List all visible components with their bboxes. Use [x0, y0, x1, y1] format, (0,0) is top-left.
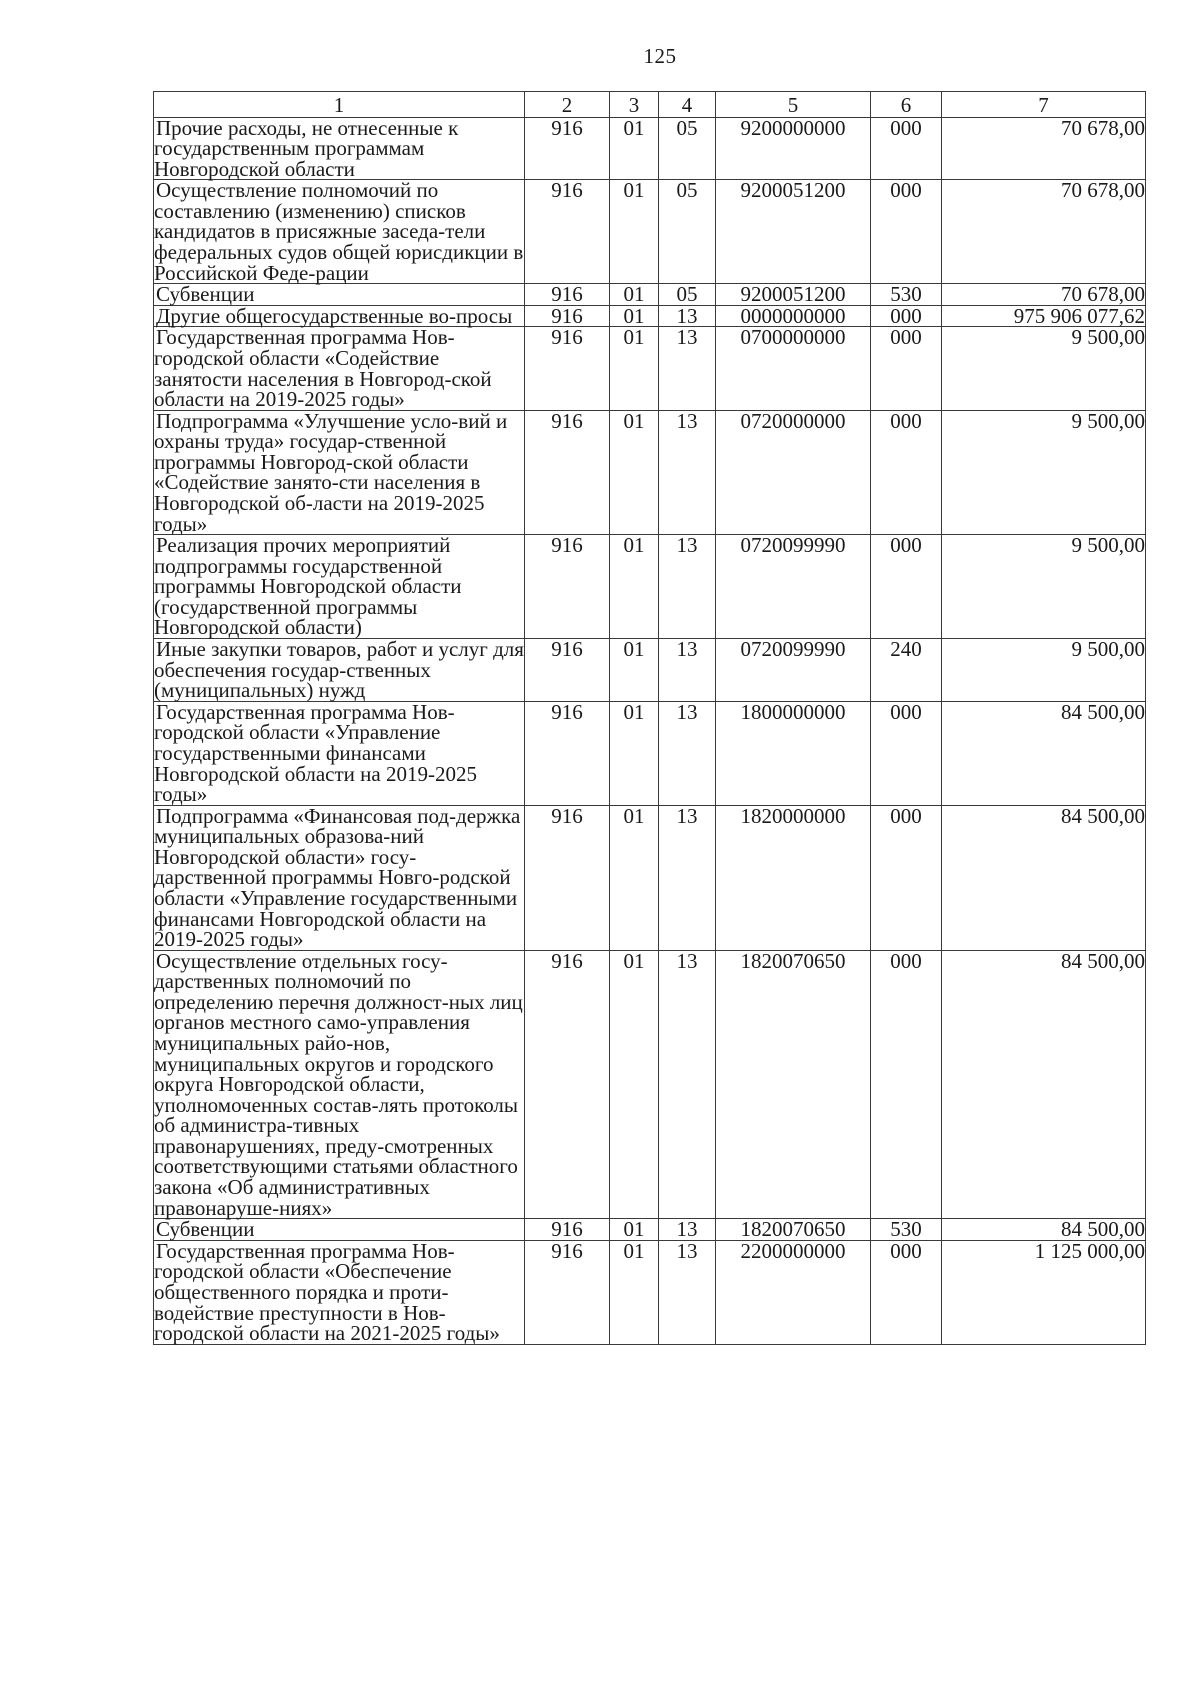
- row-grbs-cell: 916: [525, 535, 610, 639]
- table-row: [154, 701, 1146, 805]
- row-grbs-cell: 916: [525, 805, 610, 950]
- row-section-cell: 01: [610, 410, 659, 534]
- row-name-cell: Государственная программа Нов-городской области «Управление государственными финансами Новгородской области на 2019-2025 годы»: [154, 701, 525, 805]
- row-name-cell: Осуществление полномочий по составлению (изменению) списков кандидатов в присяжные заседа-тели федеральных судов общей юрисдикции в Российской Феде-рации: [154, 178, 524, 285]
- row-amount-cell: 70 678,00: [942, 180, 1146, 284]
- row-name-cell: Иные закупки товаров, работ и услуг для обеспечения государ-ственных (муниципальных) нужд: [154, 637, 524, 703]
- row-amount-cell: 1 125 000,00: [942, 1240, 1146, 1344]
- header-cell: 1: [154, 92, 525, 118]
- table-row: [154, 117, 1146, 180]
- header-cell: 2: [525, 92, 610, 118]
- table-row: [154, 284, 1146, 306]
- row-amount-cell: 84 500,00: [942, 701, 1146, 805]
- row-subsection-cell: 13: [659, 410, 716, 534]
- row-grbs-cell: 916: [525, 327, 610, 410]
- row-name-cell: Субвенции: [154, 1219, 525, 1241]
- row-subsection-cell: 05: [659, 180, 716, 284]
- row-grbs-cell: 916: [525, 284, 610, 306]
- row-expense-type-cell: 530: [871, 284, 942, 306]
- row-amount-cell: 975 906 077,62: [942, 305, 1146, 327]
- table-row: [154, 639, 1146, 702]
- row-subsection-cell: 13: [659, 1240, 716, 1344]
- row-section-cell: 01: [610, 1219, 659, 1241]
- header-cell: 5: [716, 92, 871, 118]
- row-expense-type-cell: 000: [871, 535, 942, 639]
- row-expense-type-cell: 000: [871, 410, 942, 534]
- row-target-article-cell: 9200000000: [716, 117, 871, 180]
- row-expense-type-cell: 000: [871, 117, 942, 180]
- page-number: 125: [643, 44, 677, 68]
- row-subsection-cell: 05: [659, 117, 716, 180]
- row-section-cell: 01: [610, 639, 659, 702]
- row-expense-type-cell: 000: [871, 327, 942, 410]
- table-row: [154, 327, 1146, 410]
- row-section-cell: 01: [610, 327, 659, 410]
- row-subsection-cell: 05: [659, 284, 716, 306]
- row-amount-cell: 9 500,00: [942, 535, 1146, 639]
- table-row: [154, 1240, 1146, 1344]
- table-header-row: [154, 92, 1146, 118]
- row-section-cell: 01: [610, 305, 659, 327]
- row-subsection-cell: 13: [659, 639, 716, 702]
- row-target-article-cell: 1800000000: [716, 701, 871, 805]
- row-target-article-cell: 2200000000: [716, 1240, 871, 1344]
- row-name-cell: Государственная программа Нов-городской области «Содействие занятости населения в Новгород-ской области на 2019-2025 годы»: [154, 327, 525, 410]
- row-target-article-cell: 1820000000: [716, 805, 871, 950]
- row-name-cell: Субвенции: [154, 284, 525, 306]
- table-row: [154, 950, 1146, 1219]
- row-target-article-cell: 0720099990: [716, 639, 871, 702]
- row-name-cell: Подпрограмма «Улучшение усло-вий и охраны труда» государ-ственной программы Новгород-ской области «Содействие занято-сти населения в Новгородской об-ласти на 2019-2025 годы»: [154, 410, 525, 534]
- row-target-article-cell: 0000000000: [716, 305, 871, 327]
- header-cell: 4: [659, 92, 716, 118]
- row-section-cell: 01: [610, 535, 659, 639]
- row-expense-type-cell: 000: [871, 180, 942, 284]
- header-cell: 6: [871, 92, 942, 118]
- row-amount-cell: 70 678,00: [942, 117, 1146, 180]
- row-grbs-cell: 916: [525, 410, 610, 534]
- header-cell: 7: [942, 92, 1146, 118]
- row-section-cell: 01: [610, 701, 659, 805]
- row-subsection-cell: 13: [659, 1219, 716, 1241]
- row-grbs-cell: 916: [525, 950, 610, 1219]
- row-expense-type-cell: 240: [871, 639, 942, 702]
- row-name-cell: Государственная программа Нов-городской области «Обеспечение общественного порядка и проти-водействие преступности в Нов-городской области на 2021-2025 годы»: [154, 1240, 525, 1344]
- table-row: [154, 805, 1146, 950]
- row-expense-type-cell: 000: [871, 805, 942, 950]
- row-amount-cell: 9 500,00: [942, 639, 1146, 702]
- row-section-cell: 01: [610, 805, 659, 950]
- row-name-cell: Реализация прочих мероприятий подпрограммы государственной программы Новгородской области (государственной программы Новгородской области): [154, 535, 525, 639]
- row-expense-type-cell: 000: [871, 305, 942, 327]
- row-grbs-cell: 916: [525, 1240, 610, 1344]
- row-expense-type-cell: 530: [871, 1219, 942, 1241]
- row-grbs-cell: 916: [525, 180, 610, 284]
- row-target-article-cell: 1820070650: [716, 950, 871, 1219]
- row-expense-type-cell: 000: [871, 701, 942, 805]
- row-amount-cell: 84 500,00: [942, 950, 1146, 1219]
- row-target-article-cell: 9200051200: [716, 284, 871, 306]
- row-subsection-cell: 13: [659, 327, 716, 410]
- row-subsection-cell: 13: [659, 305, 716, 327]
- row-amount-cell: 84 500,00: [942, 805, 1146, 950]
- row-expense-type-cell: 000: [871, 1240, 942, 1344]
- row-subsection-cell: 13: [659, 535, 716, 639]
- table-row: [154, 535, 1146, 639]
- row-grbs-cell: 916: [525, 305, 610, 327]
- row-amount-cell: 9 500,00: [942, 410, 1146, 534]
- row-amount-cell: 70 678,00: [942, 284, 1146, 306]
- row-name-cell: Подпрограмма «Финансовая под-держка муниципальных образова-ний Новгородской области» госу-дарственной программы Новго-родской области «Управление государственными финансами Новгородской области на 2019-2025 годы»: [154, 805, 525, 950]
- row-target-article-cell: 1820070650: [716, 1219, 871, 1241]
- table-row: [154, 410, 1146, 534]
- row-name-cell: Другие общегосударственные во-просы: [154, 305, 525, 327]
- header-cell: 3: [610, 92, 659, 118]
- row-amount-cell: 9 500,00: [942, 327, 1146, 410]
- row-target-article-cell: 0720099990: [716, 535, 871, 639]
- row-grbs-cell: 916: [525, 639, 610, 702]
- row-section-cell: 01: [610, 180, 659, 284]
- row-subsection-cell: 13: [659, 805, 716, 950]
- row-section-cell: 01: [610, 284, 659, 306]
- row-target-article-cell: 0700000000: [716, 327, 871, 410]
- row-subsection-cell: 13: [659, 701, 716, 805]
- budget-table: [153, 91, 1146, 1345]
- row-target-article-cell: 0720000000: [716, 410, 871, 534]
- table-row: [154, 305, 1146, 327]
- row-name-cell: Прочие расходы, не отнесенные к государственным программам Новгородской области: [154, 117, 525, 180]
- row-grbs-cell: 916: [525, 701, 610, 805]
- row-grbs-cell: 916: [525, 1219, 610, 1241]
- table-row: [154, 1219, 1146, 1241]
- row-target-article-cell: 9200051200: [716, 180, 871, 284]
- row-section-cell: 01: [610, 950, 659, 1219]
- row-grbs-cell: 916: [525, 117, 610, 180]
- row-section-cell: 01: [610, 1240, 659, 1344]
- row-section-cell: 01: [610, 117, 659, 180]
- row-subsection-cell: 13: [659, 950, 716, 1219]
- table-row: [154, 180, 1146, 284]
- row-expense-type-cell: 000: [871, 950, 942, 1219]
- row-amount-cell: 84 500,00: [942, 1219, 1146, 1241]
- row-name-cell: Осуществление отдельных госу-дарственных полномочий по определению перечня должност-ных лиц органов местного само-управления муниципальных райо-нов, муниципальных округов и городского округа Новгородской области, уполномоченных состав-лять протоколы об администра-тивных правонарушениях, преду-смотренных соответствующими статьями областного закона «Об административных правонаруше-ниях»: [154, 948, 523, 1220]
